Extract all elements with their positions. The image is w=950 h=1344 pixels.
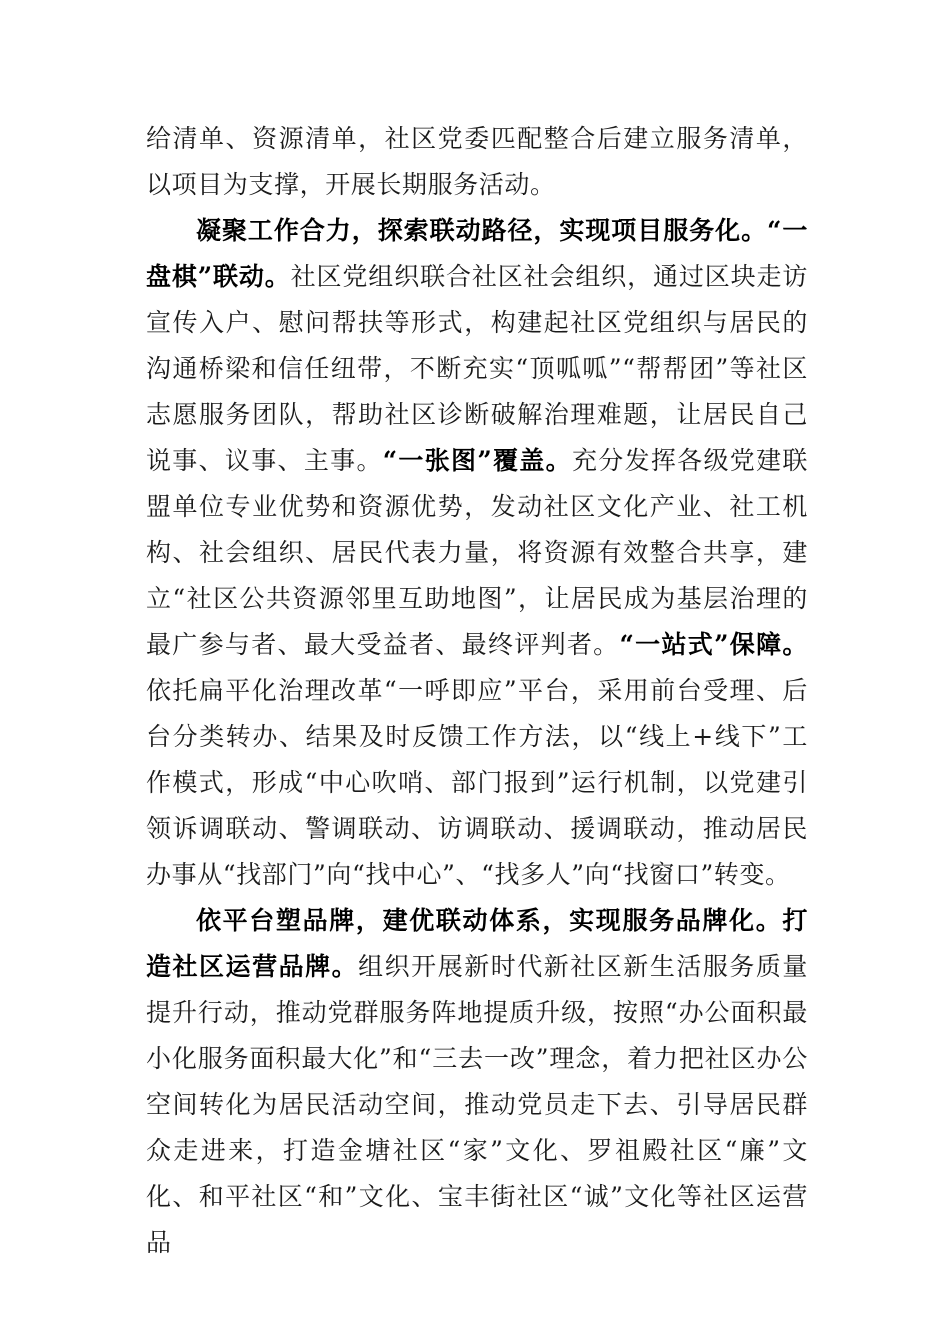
section-heading-bold: 凝聚工作合力，探索联动路径，实现项目服务化。“一盘棋”联动。	[146, 216, 808, 291]
paragraph-continuation	[146, 116, 808, 208]
body-text: 充分发挥各级党建联盟单位专业优势和资源优势，发动社区文化产业、社工机构、社会组织、居民代表力量，将资源有效整合共享，建立“社区公共资源邻里互助地图”，让居民成为基层治理的最广参与者、最大受益者、最终评判者。	[146, 446, 808, 659]
section-heading-bold: 依平台塑品牌，建优联动体系，实现服务品牌化。打造社区运营品牌。	[146, 906, 808, 981]
subheading-bold: “一张图”覆盖。	[382, 446, 572, 475]
body-text: 依托扁平化治理改革“一呼即应”平台，采用前台受理、后台分类转办、结果及时反馈工作方法，以“线上+线下”工作模式，形成“中心吹哨、部门报到”运行机制，以党建引领诉调联动、警调联动、访调联动、援调联动，推动居民办事从“找部门”向“找中心”、“找多人”向“找窗口”转变。	[146, 676, 808, 889]
paragraph-project-service	[146, 208, 808, 898]
document-body	[146, 116, 808, 1266]
paragraph-service-brand	[146, 898, 808, 1266]
body-text: 给清单、资源清单，社区党委匹配整合后建立服务清单，以项目为支撑，开展长期服务活动。	[146, 124, 808, 199]
subheading-bold: “一站式”保障。	[619, 630, 808, 659]
body-text: 社区党组织联合社区社会组织，通过区块走访宣传入户、慰问帮扶等形式，构建起社区党组织与居民的沟通桥梁和信任纽带，不断充实“顶呱呱”“帮帮团”等社区志愿服务团队，帮助社区诊断破解治理难题，让居民自己说事、议事、主事。	[146, 262, 808, 475]
body-text: 组织开展新时代新社区新生活服务质量提升行动，推动党群服务阵地提质升级，按照“办公面积最小化服务面积最大化”和“三去一改”理念，着力把社区办公空间转化为居民活动空间，推动党员走下去、引导居民群众走进来，打造金塘社区“家”文化、罗祖殿社区“廉”文化、和平社区“和”文化、宝丰街社区“诚”文化等社区运营品	[146, 952, 808, 1257]
